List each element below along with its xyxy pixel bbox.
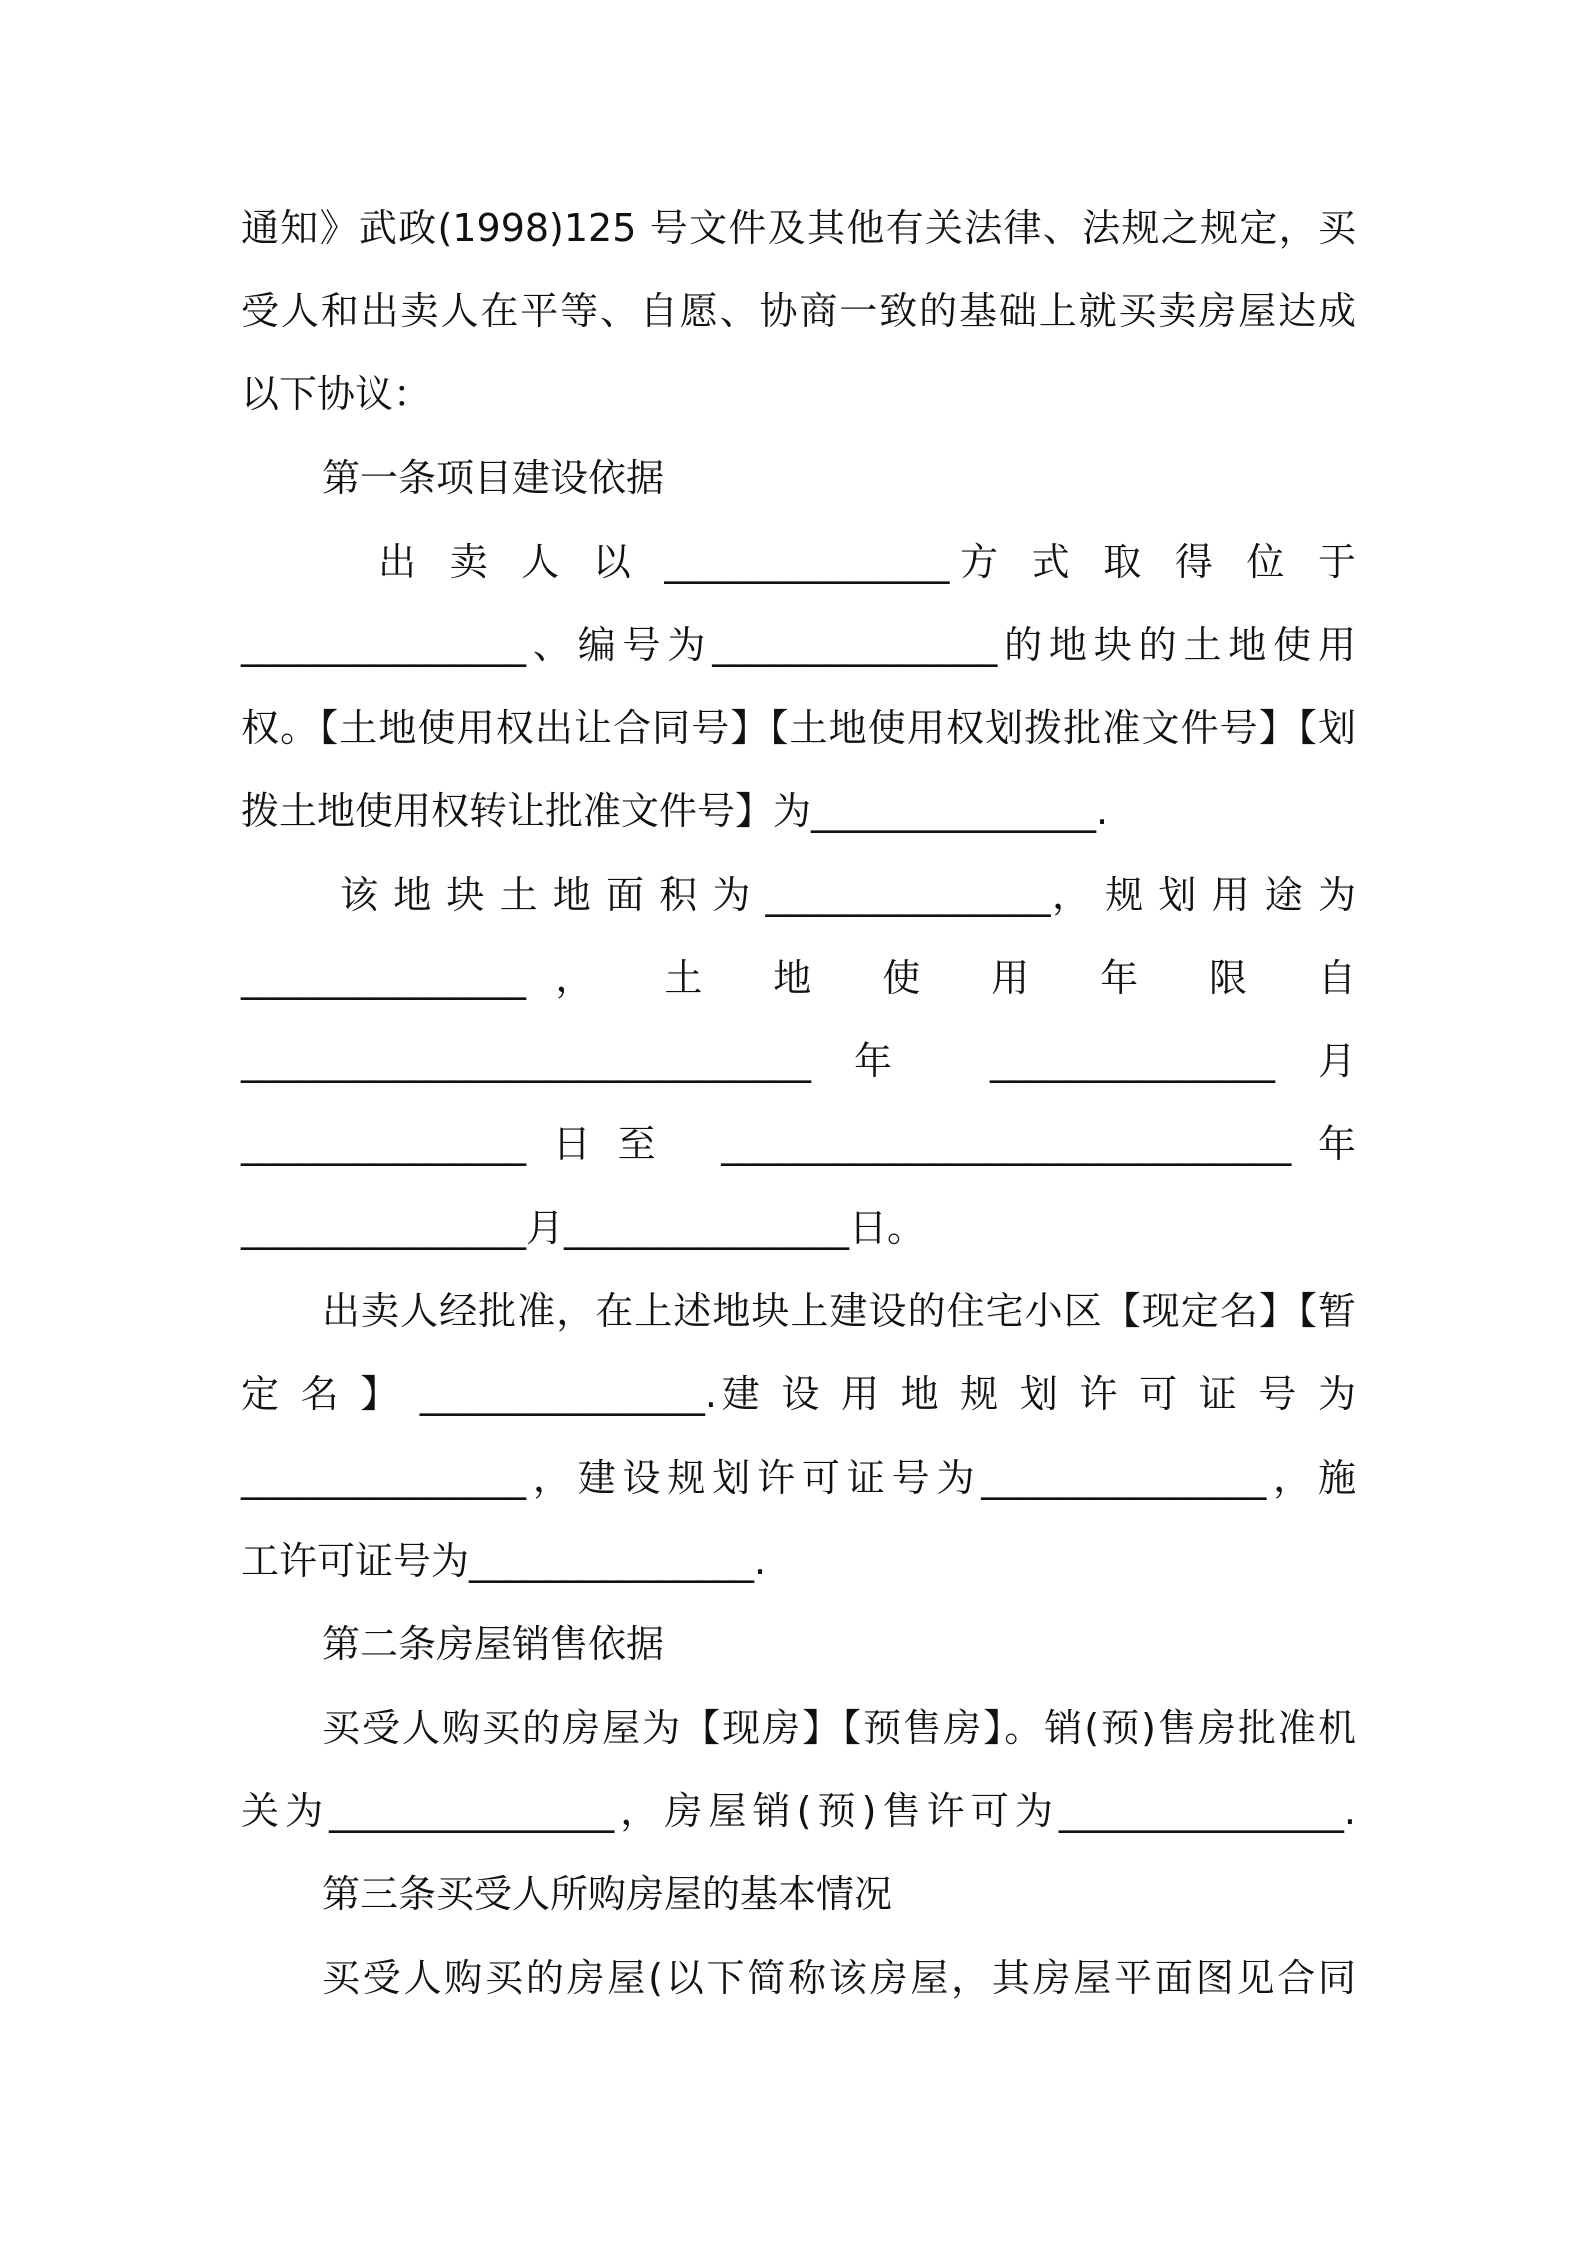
paragraph-line-9: 该 地 块 土 地 面 积 为 _______________， 规 划 用 途 为 xyxy=(340,873,1356,917)
paragraph-line-15: 定 名 】 _______________.建 设 用 地 规 划 许 可 证 号 为 xyxy=(241,1372,1356,1416)
paragraph-line-10: _______________， 土 地 使 用 年 限 自 xyxy=(241,956,1356,1000)
paragraph-line-1: 通知》武政(1998)125 号文件及其他有关法律、法规之规定，买 xyxy=(241,206,1356,250)
paragraph-line-17: 工许可证号为_______________. xyxy=(241,1539,767,1583)
paragraph-line-11: ______________________________年 _______________月 xyxy=(241,1039,1356,1083)
paragraph-line-6: _______________、编号为_______________的地块的土地使用 xyxy=(241,623,1356,667)
paragraph-line-13: _______________月_______________日。 xyxy=(241,1206,926,1250)
paragraph-line-19: 买受人购买的房屋为【现房】【预售房】。销(预)售房批准机 xyxy=(322,1706,1356,1750)
paragraph-line-22: 买受人购买的房屋(以下简称该房屋，其房屋平面图见合同 xyxy=(322,1956,1356,2000)
paragraph-line-7: 权。【土地使用权出让合同号】【土地使用权划拨批准文件号】【划 xyxy=(241,706,1356,750)
section-heading-2: 第二条房屋销售依据 xyxy=(322,1622,665,1666)
paragraph-line-12: _______________日至 ______________________________年 xyxy=(241,1122,1356,1166)
paragraph-line-2: 受人和出卖人在平等、自愿、协商一致的基础上就买卖房屋达成 xyxy=(241,289,1356,333)
paragraph-line-16: _______________，建设规划许可证号为_______________，施 xyxy=(241,1456,1356,1500)
paragraph-line-3: 以下协议： xyxy=(241,372,432,416)
paragraph-line-14: 出卖人经批准，在上述地块上建设的住宅小区【现定名】【暂 xyxy=(322,1289,1356,1333)
paragraph-line-20: 关为_______________，房屋销(预)售许可为_______________. xyxy=(241,1789,1356,1833)
paragraph-line-8: 拨土地使用权转让批准文件号】为_______________. xyxy=(241,789,1109,833)
section-heading-3: 第三条买受人所购房屋的基本情况 xyxy=(322,1872,893,1916)
paragraph-line-5: 出 卖 人 以 _______________方 式 取 得 位 于 xyxy=(378,540,1356,584)
section-heading-1: 第一条项目建设依据 xyxy=(322,456,665,500)
